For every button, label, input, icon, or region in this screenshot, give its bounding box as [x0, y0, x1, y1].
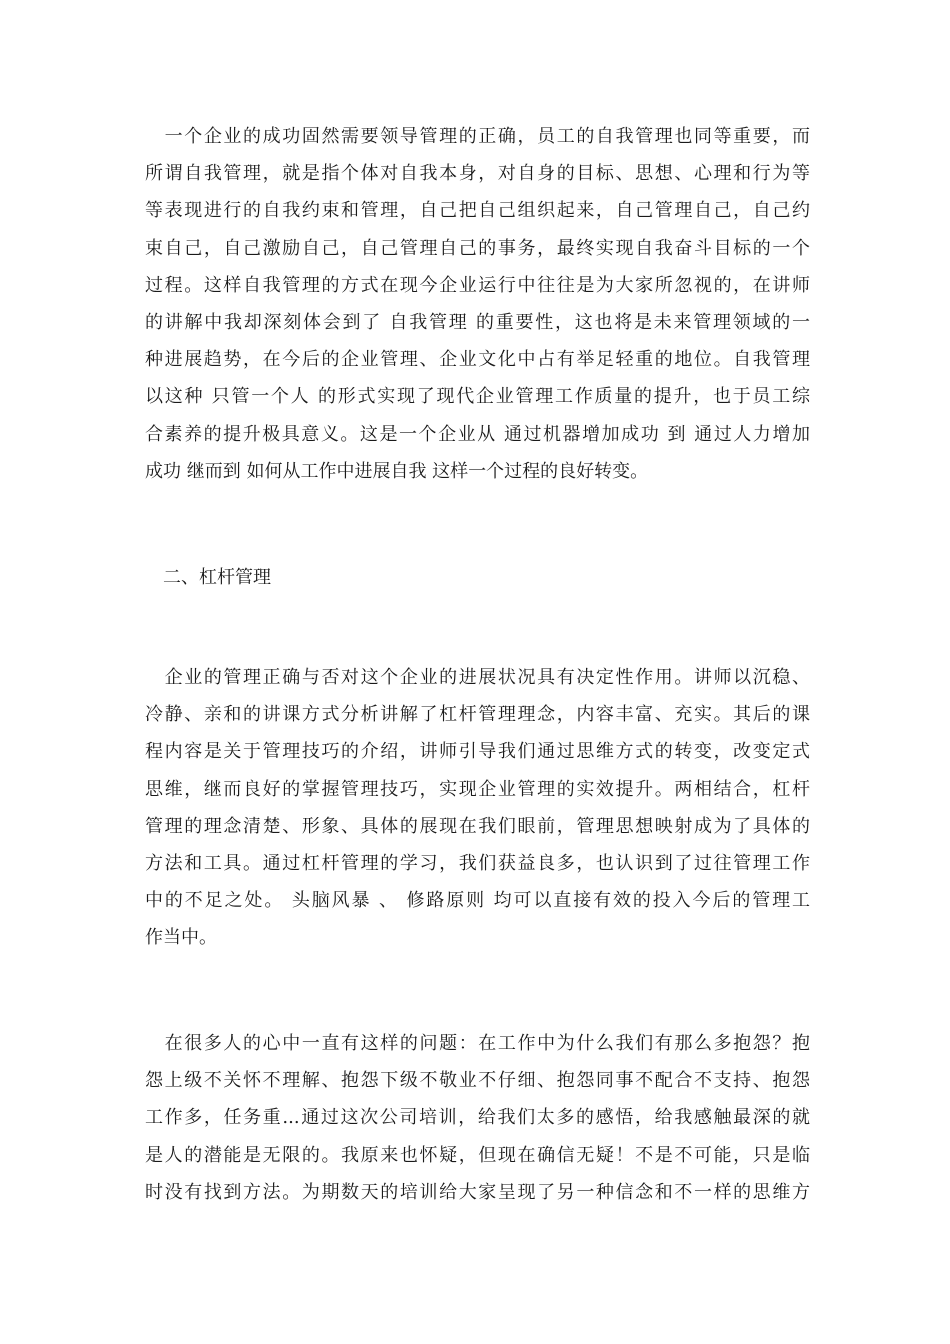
paragraph-line: 冷静、亲和的讲课方式分析讲解了杠杆管理理念，内容丰富、充实。其后的课	[145, 704, 810, 726]
paragraph-complaints	[145, 1025, 810, 1211]
paragraph-lever-management	[145, 659, 810, 957]
paragraph-line: 中的不足之处。 头脑风暴 、 修路原则 均可以直接有效的投入今后的管理工	[145, 890, 810, 912]
paragraph-line: 束自己，自己激励自己，自己管理自己的事务，最终实现自我奋斗目标的一个	[145, 237, 810, 259]
paragraph-line: 过程。这样自我管理的方式在现今企业运行中往往是为大家所忽视的，在讲师	[145, 274, 810, 296]
paragraph-line: 成功 继而到 如何从工作中进展自我 这样一个过程的良好转变。	[145, 460, 649, 482]
paragraph-line: 合素养的提升极具意义。这是一个企业从 通过机器增加成功 到 通过人力增加	[145, 423, 810, 445]
paragraph-line: 作当中。	[145, 927, 217, 949]
paragraph-line: 时没有找到方法。为期数天的培训给大家呈现了另一种信念和不一样的思维方	[145, 1181, 810, 1203]
paragraph-line: 思维，继而良好的掌握管理技巧，实现企业管理的实效提升。两相结合，杠杆	[145, 778, 810, 800]
paragraph-line: 所谓自我管理，就是指个体对自我本身，对自身的目标、思想、心理和行为等	[145, 163, 810, 185]
paragraph-self-management	[145, 118, 810, 490]
paragraph-line: 等表现进行的自我约束和管理，自己把自己组织起来，自己管理自己，自己约	[145, 200, 810, 222]
paragraph-line: 方法和工具。通过杠杆管理的学习，我们获益良多，也认识到了过往管理工作	[145, 852, 810, 874]
paragraph-line: 管理的理念清楚、形象、具体的展现在我们眼前，管理思想映射成为了具体的	[145, 815, 810, 837]
paragraph-line: 在很多人的心中一直有这样的问题：在工作中为什么我们有那么多抱怨？抱	[145, 1033, 810, 1054]
paragraph-line: 程内容是关于管理技巧的介绍，讲师引导我们通过思维方式的转变，改变定式	[145, 741, 810, 763]
section-heading-lever-management	[145, 559, 810, 596]
paragraph-line: 怨上级不关怀不理解、抱怨下级不敬业不仔细、抱怨同事不配合不支持、抱怨	[145, 1070, 810, 1092]
paragraph-line: 种进展趋势，在今后的企业管理、企业文化中占有举足轻重的地位。自我管理	[145, 349, 810, 371]
paragraph-line: 以这种 只管一个人 的形式实现了现代企业管理工作质量的提升，也于员工综	[145, 386, 810, 408]
paragraph-line: 是人的潜能是无限的。我原来也怀疑，但现在确信无疑！不是不可能，只是临	[145, 1144, 810, 1166]
section-heading-text: 二、杠杆管理	[145, 567, 271, 588]
paragraph-line: 的讲解中我却深刻体会到了 自我管理 的重要性，这也将是未来管理领域的一	[145, 311, 810, 333]
paragraph-line: 企业的管理正确与否对这个企业的进展状况具有决定性作用。讲师以沉稳、	[145, 667, 810, 688]
paragraph-line: 一个企业的成功固然需要领导管理的正确，员工的自我管理也同等重要，而	[145, 126, 810, 147]
paragraph-line: 工作多，任务重...通过这次公司培训，给我们太多的感悟，给我感触最深的就	[145, 1107, 810, 1129]
